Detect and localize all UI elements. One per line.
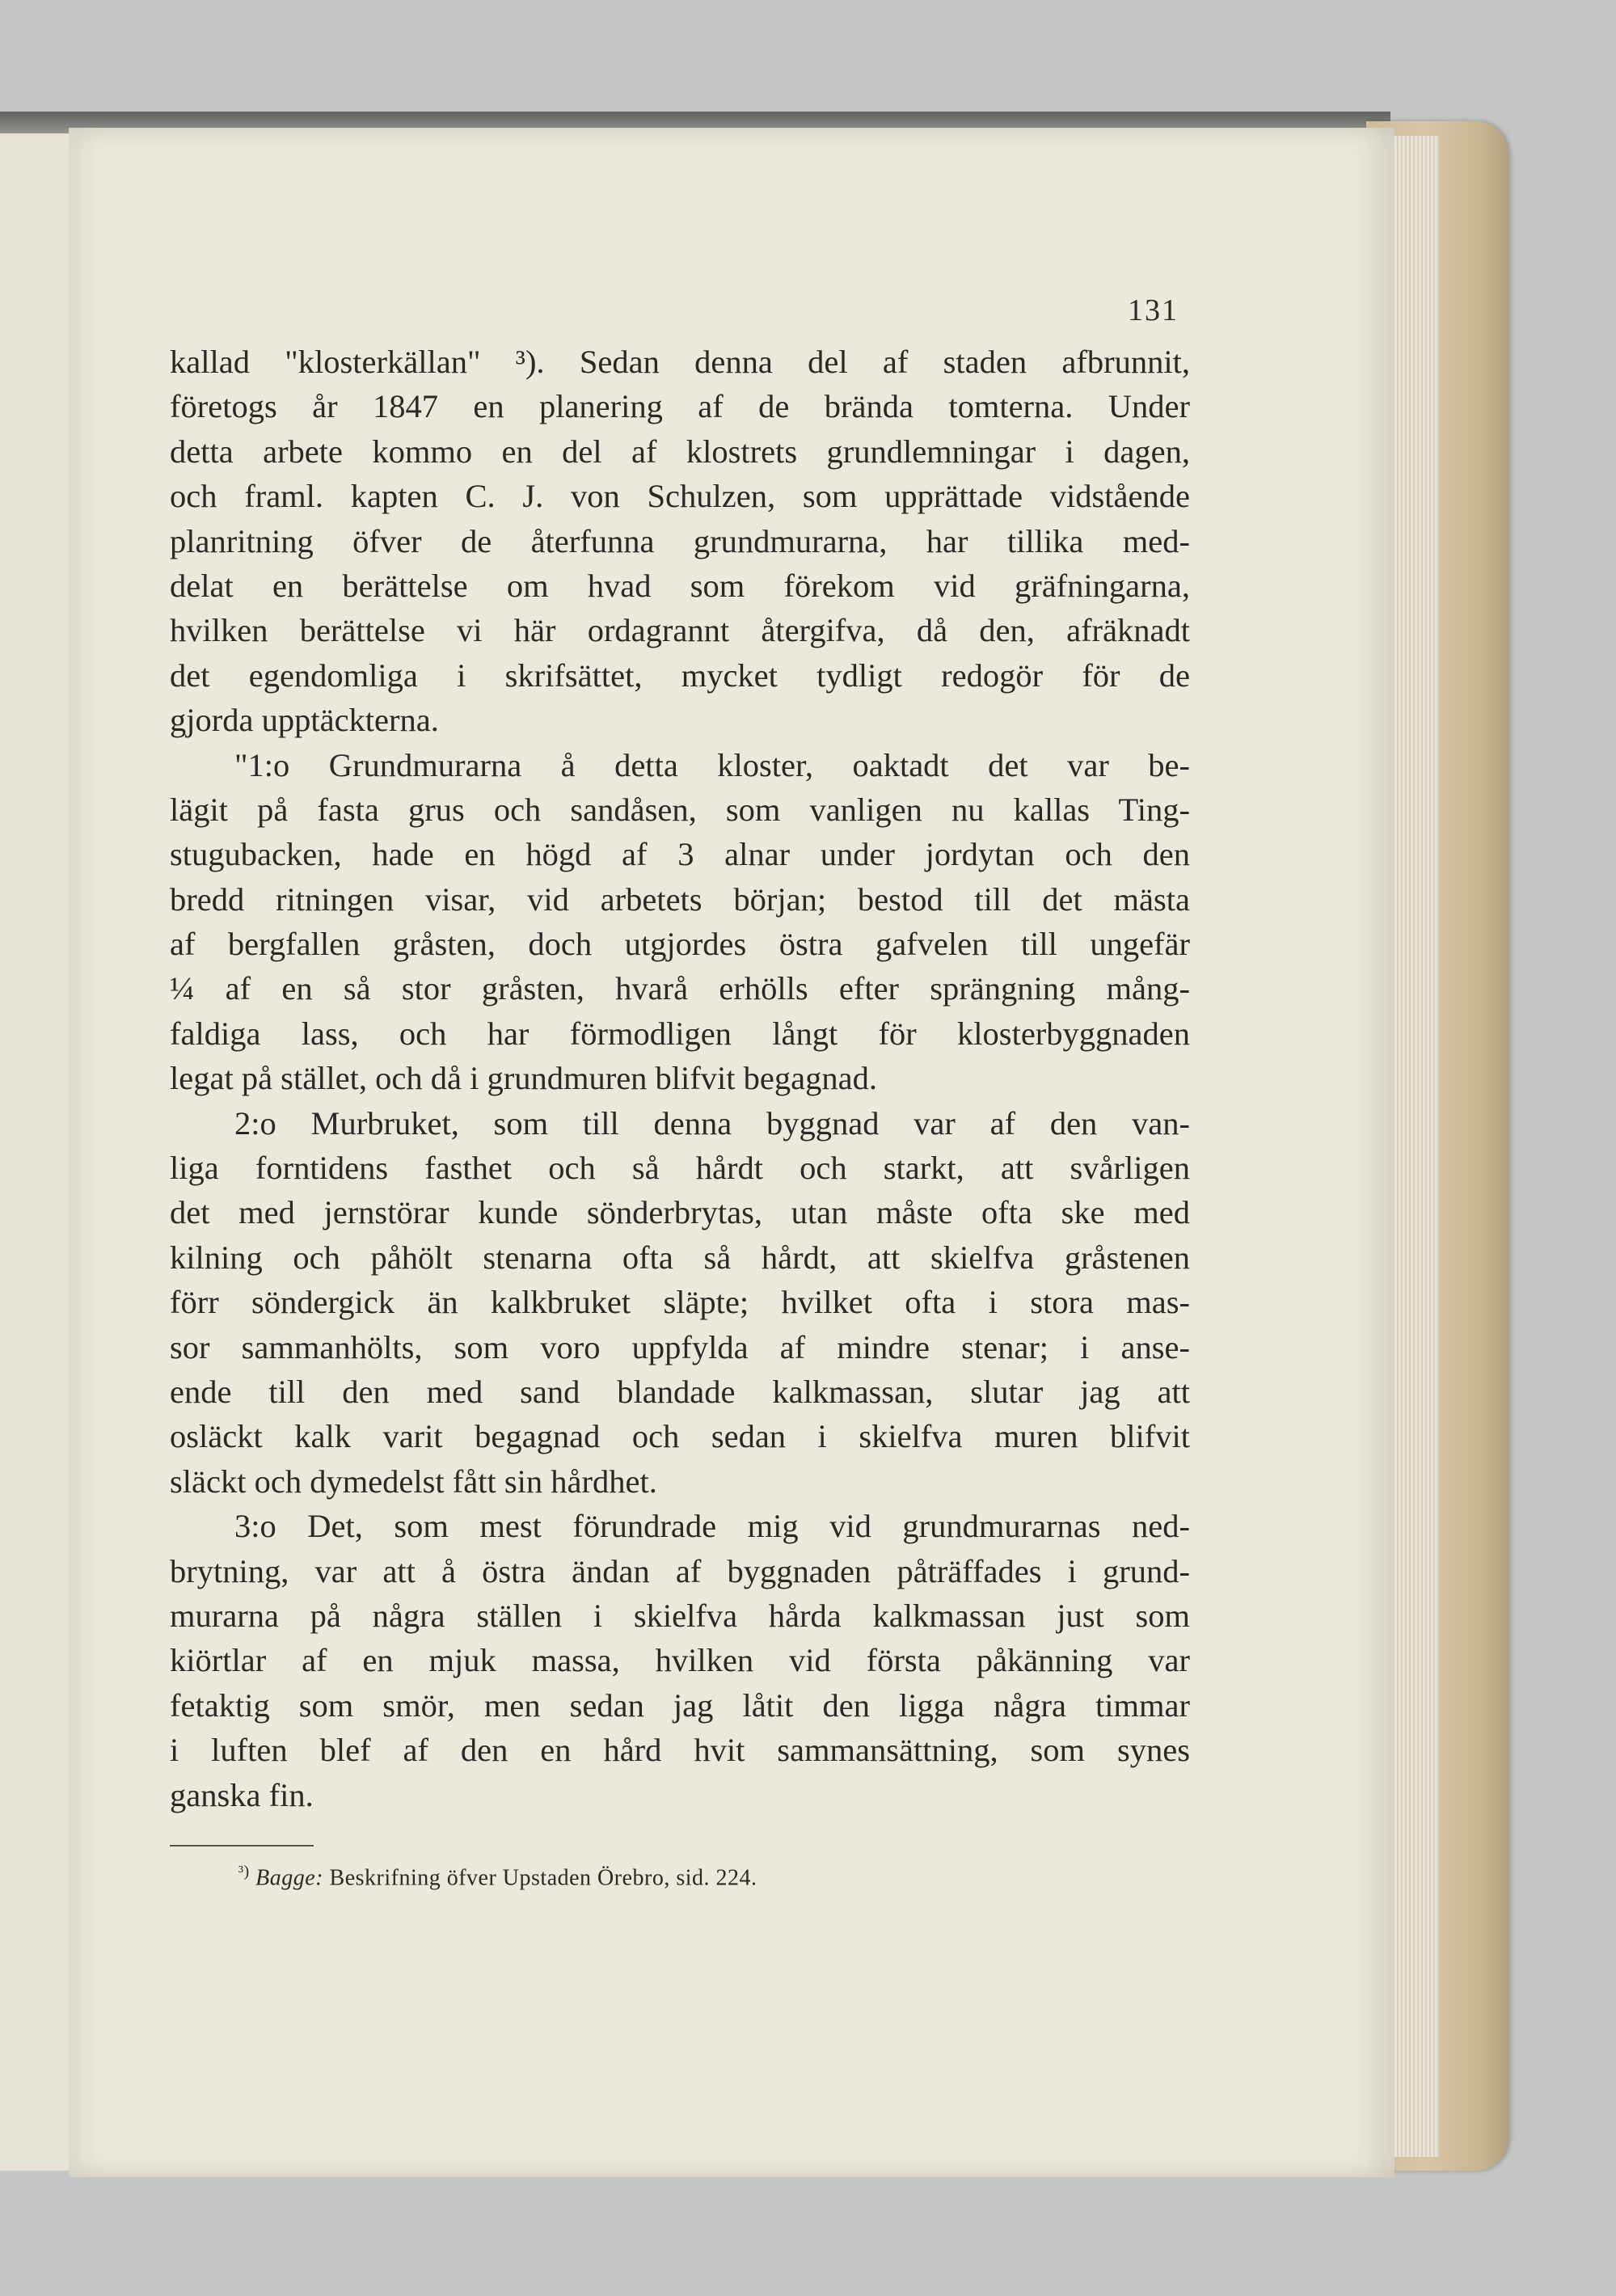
text-line: detta arbete kommo en del af klostrets grundlemningar i dagen, — [170, 433, 1190, 470]
text-line: ¼ af en så stor gråsten, hvarå erhölls efter sprängning mång- — [170, 970, 1190, 1007]
text-line: ganska fin. — [170, 1776, 314, 1813]
text-line: förr söndergick än kalkbruket släpte; hvilket ofta i stora mas- — [170, 1284, 1190, 1321]
text-line: fetaktig som smör, men sedan jag låtit den ligga några timmar — [170, 1686, 1190, 1724]
body-text — [170, 340, 1190, 1817]
text-line: hvilken berättelse vi här ordagrannt återgifva, då den, afräknadt — [170, 612, 1190, 649]
text-line: kallad "klosterkällan" ³). Sedan denna del af staden afbrunnit, — [170, 344, 1190, 380]
text-line: kiörtlar af en mjuk massa, hvilken vid första påkänning var — [170, 1642, 1190, 1679]
text-line: murarna på några ställen i skielfva hårda kalkmassan just som — [170, 1597, 1190, 1634]
footnote-divider — [170, 1845, 314, 1847]
footnote — [238, 1863, 757, 1891]
text-line: brytning, var att å östra ändan af byggnaden påträffades i grund- — [170, 1552, 1190, 1589]
text-line: kilning och påhölt stenarna ofta så hårdt, att skielfva gråstenen — [170, 1239, 1190, 1276]
text-line: lägit på fasta grus och sandåsen, som vanligen nu kallas Ting- — [170, 791, 1190, 828]
text-line: företogs år 1847 en planering af de brända tomterna. Under — [170, 388, 1190, 425]
text-line: osläckt kalk varit begagnad och sedan i skielfva muren blifvit — [170, 1418, 1190, 1455]
text-line: sor sammanhölts, som voro uppfylda af mindre stenar; i anse- — [170, 1328, 1190, 1365]
text-line: af bergfallen gråsten, doch utgjordes östra gafvelen till ungefär — [170, 926, 1190, 963]
footnote-mark: ³) — [238, 1863, 250, 1880]
text-line: släckt och dymedelst fått sin hårdhet. — [170, 1462, 657, 1500]
text-line: i luften blef af den en hård hvit sammansättning, som synes — [170, 1732, 1190, 1769]
text-line: delat en berättelse om hvad som förekom vid gräfningarna, — [170, 567, 1190, 604]
text-line: "1:o Grundmurarna å detta kloster, oaktadt det var be- — [234, 746, 1190, 783]
text-line: och framl. kapten C. J. von Schulzen, som upprättade vidstående — [170, 478, 1190, 515]
text-line: det egendomliga i skrifsättet, mycket tydligt redogör för de — [170, 656, 1190, 694]
footnote-text: Beskrifning öfver Upstaden Örebro, sid. 224. — [329, 1865, 757, 1891]
text-line: gjorda upptäckterna. — [170, 702, 439, 739]
footnote-author: Bagge: — [255, 1865, 324, 1891]
text-line: planritning öfver de återfunna grundmurarna, har tillika med- — [170, 522, 1190, 559]
text-line: stugubacken, hade en högd af 3 alnar under jordytan och den — [170, 836, 1190, 873]
text-line: faldiga lass, och har förmodligen långt för klosterbyggnaden — [170, 1015, 1190, 1052]
text-line: legat på stället, och då i grundmuren blifvit begagnad. — [170, 1060, 877, 1097]
text-line: bredd ritningen visar, vid arbetets början; bestod till det mästa — [170, 880, 1190, 918]
page-number: 131 — [1128, 293, 1179, 327]
text-line: 2:o Murbruket, som till denna byggnad var af den van- — [234, 1104, 1190, 1142]
text-line: det med jernstörar kunde sönderbrytas, utan måste ofta ske med — [170, 1194, 1190, 1231]
text-line: liga forntidens fasthet och så hårdt och starkt, att svårligen — [170, 1150, 1190, 1187]
text-line: 3:o Det, som mest förundrade mig vid grundmurarnas ned- — [234, 1508, 1190, 1545]
text-line: ende till den med sand blandade kalkmassan, slutar jag att — [170, 1373, 1190, 1410]
